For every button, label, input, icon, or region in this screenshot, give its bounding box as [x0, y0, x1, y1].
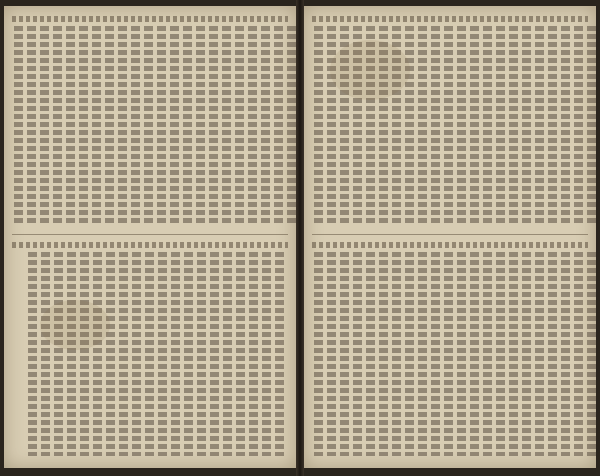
text-column: [574, 252, 583, 456]
text-column: [53, 26, 62, 226]
text-column: [561, 26, 570, 226]
text-column: [158, 252, 167, 456]
text-column: [210, 252, 219, 456]
text-column: [222, 26, 231, 226]
text-column: [145, 252, 154, 456]
text-column: [209, 26, 218, 226]
text-column: [366, 252, 375, 456]
text-column: [105, 26, 114, 226]
text-column: [535, 252, 544, 456]
paper-stain: [330, 40, 410, 100]
header-band: [312, 242, 588, 248]
text-column: [287, 26, 296, 226]
text-column: [444, 252, 453, 456]
text-column: [522, 252, 531, 456]
text-column: [470, 252, 479, 456]
text-column: [223, 252, 232, 456]
book-gutter: [296, 0, 304, 476]
text-column: [353, 252, 362, 456]
text-column: [40, 26, 49, 226]
text-column: [496, 252, 505, 456]
text-column: [587, 26, 596, 226]
text-column: [561, 252, 570, 456]
text-column: [587, 252, 596, 456]
text-column: [92, 26, 101, 226]
text-column: [535, 26, 544, 226]
text-column: [184, 252, 193, 456]
text-column: [340, 252, 349, 456]
text-column: [157, 26, 166, 226]
text-column: [28, 252, 37, 456]
text-column: [248, 26, 257, 226]
left-page: [4, 6, 296, 468]
text-column: [93, 252, 102, 456]
text-column: [314, 252, 323, 456]
text-column: [144, 26, 153, 226]
text-column: [522, 26, 531, 226]
text-column: [119, 252, 128, 456]
text-column: [548, 252, 557, 456]
text-column: [457, 252, 466, 456]
text-column: [392, 252, 401, 456]
text-column: [131, 26, 140, 226]
text-column: [314, 26, 323, 226]
text-column: [405, 26, 414, 226]
text-column: [405, 252, 414, 456]
text-column: [483, 26, 492, 226]
divider: [312, 234, 588, 235]
header-band: [12, 242, 288, 248]
text-column: [249, 252, 258, 456]
text-column: [457, 26, 466, 226]
text-column: [548, 26, 557, 226]
header-band: [12, 16, 288, 22]
text-column: [14, 26, 23, 226]
text-column: [431, 252, 440, 456]
text-column: [170, 26, 179, 226]
text-column: [262, 252, 271, 456]
text-column: [418, 252, 427, 456]
text-column: [509, 252, 518, 456]
text-column: [483, 252, 492, 456]
text-column: [54, 252, 63, 456]
text-column: [275, 252, 284, 456]
text-column: [67, 252, 76, 456]
text-column: [379, 252, 388, 456]
text-column: [196, 26, 205, 226]
text-column: [197, 252, 206, 456]
text-column: [132, 252, 141, 456]
text-column: [444, 26, 453, 226]
text-column: [236, 252, 245, 456]
text-column: [274, 26, 283, 226]
text-column: [171, 252, 180, 456]
text-column: [235, 26, 244, 226]
divider: [12, 234, 288, 235]
text-column: [41, 252, 50, 456]
text-column: [470, 26, 479, 226]
text-column: [418, 26, 427, 226]
text-column: [183, 26, 192, 226]
text-column: [106, 252, 115, 456]
text-column: [66, 26, 75, 226]
text-column: [80, 252, 89, 456]
header-band: [312, 16, 588, 22]
text-column: [27, 26, 36, 226]
text-column: [118, 26, 127, 226]
text-column: [79, 26, 88, 226]
text-column: [431, 26, 440, 226]
paper-stain: [40, 300, 110, 350]
text-column: [261, 26, 270, 226]
text-column: [509, 26, 518, 226]
text-column: [327, 252, 336, 456]
text-column: [496, 26, 505, 226]
text-column: [574, 26, 583, 226]
